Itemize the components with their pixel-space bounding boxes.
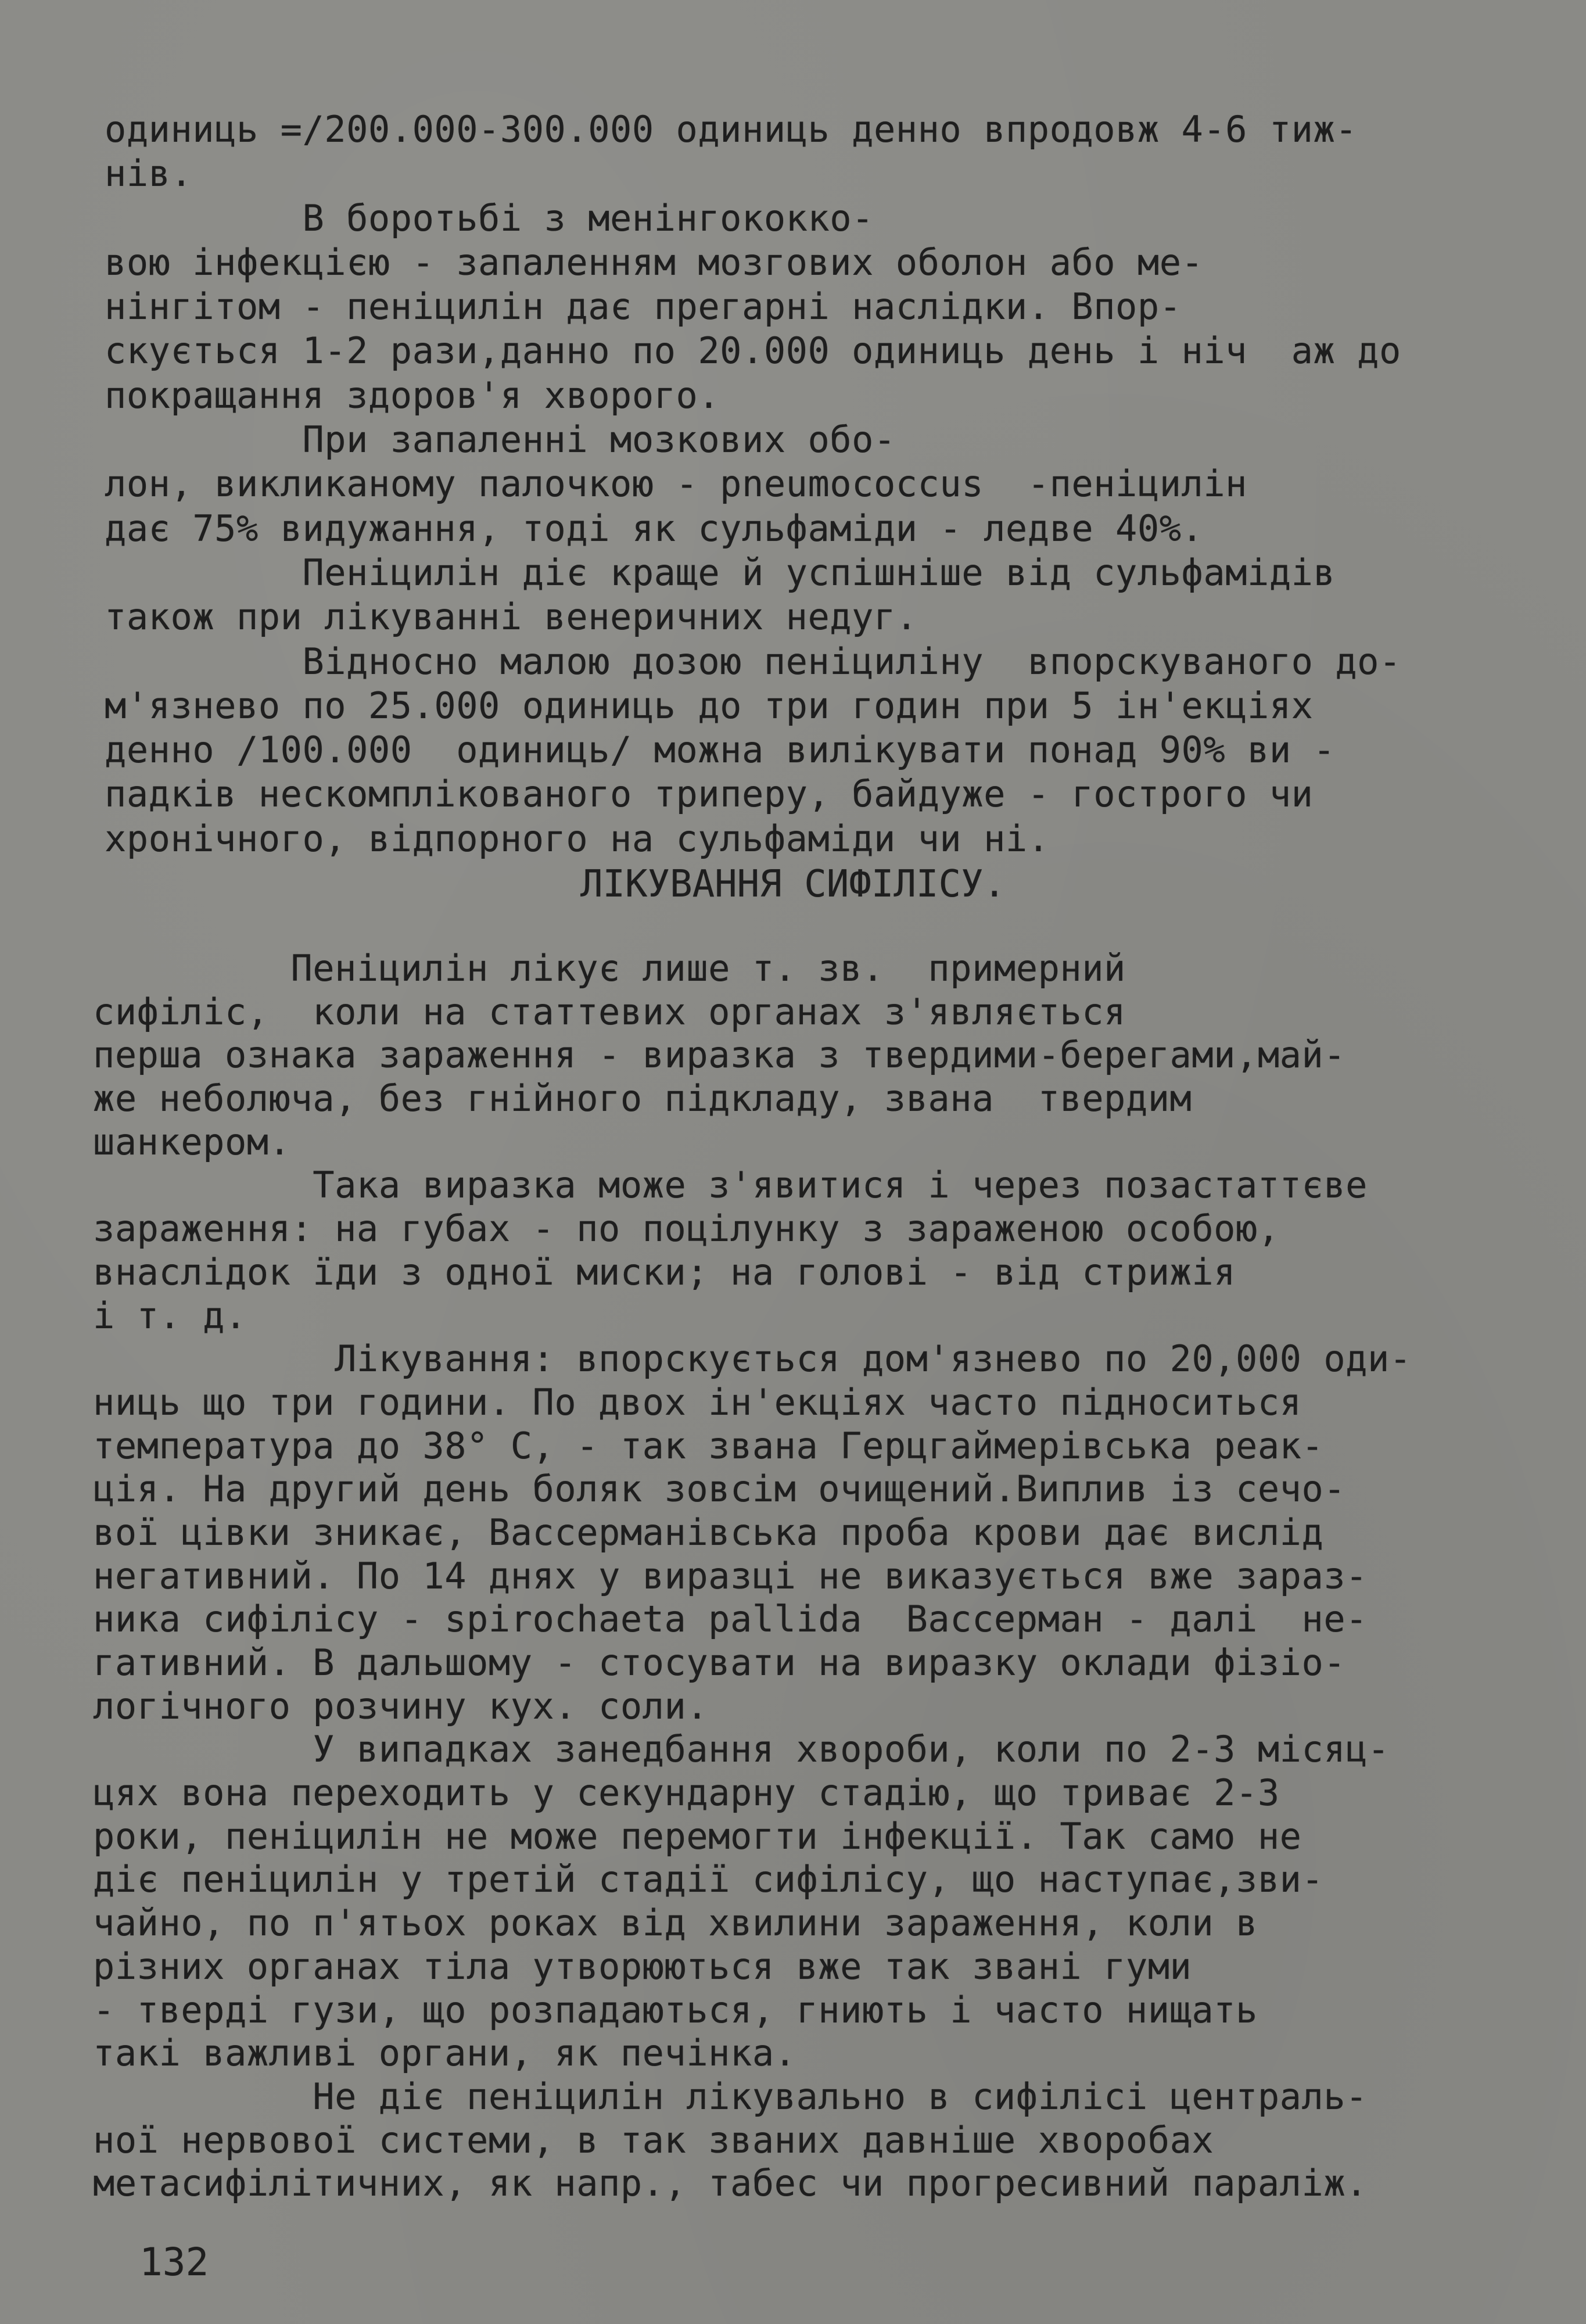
text-line: У випадках занедбання хвороби, коли по 2-3 місяц-: [93, 1728, 1390, 1771]
text-line: і т. д.: [93, 1294, 247, 1337]
text-line: - тверді гузи, що розпадаються, гниють і часто нищать: [93, 1988, 1258, 2031]
text-line: Пеніцилін діє краще й успішніше від сульфамідів: [105, 551, 1336, 594]
text-line: зараження: на губах - по поцілунку з зараженою особою,: [93, 1207, 1280, 1250]
section-heading: ЛІКУВАННЯ СИФІЛІСУ.: [580, 863, 1006, 906]
text-line: Відносно малою дозою пеніциліну впорскуваного до-: [105, 640, 1401, 683]
text-line: Лікування: впорскується дом'язнево по 20,000 оди-: [93, 1337, 1412, 1380]
text-line: метасифілітичних, як напр., табес чи прогресивний параліж.: [93, 2162, 1368, 2205]
text-line: нів.: [105, 152, 193, 195]
text-line: м'язнево по 25.000 одиниць до три годин при 5 ін'екціях: [105, 684, 1314, 727]
section-syphilis-text: [93, 947, 1557, 2205]
text-line: падків нескомплікованого триперу, байдуже - гострого чи: [105, 773, 1314, 816]
text-line: логічного розчину кух. соли.: [93, 1684, 709, 1727]
text-line: Така виразка може з'явитися і через позастаттєве: [93, 1164, 1368, 1207]
text-line: же неболюча, без гнійного підкладу, звана твердим: [93, 1077, 1192, 1120]
text-line: перша ознака зараження - виразка з твердими-берегами,май-: [93, 1034, 1346, 1077]
text-line: вою інфекцією - запаленням мозгових оболон або ме-: [105, 241, 1204, 284]
text-line: внаслідок їди з одної миски; на голові - від стрижія: [93, 1250, 1236, 1293]
text-line: ника сифілісу - spirochaeta pallida Вассерман - далі не-: [93, 1598, 1368, 1641]
text-line: денно /100.000 одиниць/ можна вилікувати понад 90% ви -: [105, 729, 1336, 772]
text-line: покращання здоров'я хворого.: [105, 374, 720, 417]
text-line: Не діє пеніцилін лікувально в сифілісі централь-: [93, 2075, 1368, 2118]
text-line: роки, пеніцилін не може перемогти інфекції. Так само не: [93, 1814, 1302, 1857]
text-line: хронічного, відпорного на сульфаміди чи ні.: [105, 817, 1050, 860]
text-line: В боротьбі з менінгококко-: [105, 196, 874, 239]
text-line: негативний. По 14 днях у виразці не виказується вже зараз-: [93, 1554, 1368, 1597]
text-line: скується 1-2 рази,данно по 20.000 одиниць день і ніч аж до: [105, 329, 1401, 372]
text-line: шанкером.: [93, 1120, 291, 1163]
text-line: одиниць =/200.000-300.000 одиниць денно впродовж 4-6 тиж-: [105, 108, 1358, 150]
text-line: Пеніцилін лікує лише т. зв. примерний: [93, 947, 1126, 989]
text-line: також при лікуванні венеричних недуг.: [105, 596, 918, 639]
text-line: сифіліс, коли на статтевих органах з'являється: [93, 990, 1126, 1033]
section-meningitis-text: [105, 107, 1557, 861]
text-line: діє пеніцилін у третій стадії сифілісу, що наступає,зви-: [93, 1858, 1324, 1901]
text-line: ція. На другий день боляк зовсім очищений.Виплив із сечо-: [93, 1468, 1346, 1511]
text-line: При запаленні мозкових обо-: [105, 418, 896, 461]
text-line: чайно, по п'ятьох роках від хвилини зараження, коли в: [93, 1902, 1258, 1945]
text-line: нінгітом - пеніцилін дає прегарні наслідки. Впор-: [105, 285, 1182, 328]
page-number: 132: [139, 2240, 209, 2284]
text-line: лон, викликаному палочкою - pneumococcus -пеніцилін: [105, 462, 1248, 505]
text-line: температура до 38° С, - так звана Герцгаймерівська реак-: [93, 1424, 1324, 1467]
text-line: дає 75% видужання, тоді як сульфаміди - ледве 40%.: [105, 507, 1204, 550]
text-line: ної нервової системи, в так званих давніше хворобах: [93, 2118, 1214, 2161]
section-heading-wrap: [0, 863, 1586, 906]
text-line: ниць що три години. По двох ін'екціях часто підноситься: [93, 1380, 1302, 1423]
text-line: цях вона переходить у секундарну стадію, що триває 2-3: [93, 1771, 1280, 1814]
text-line: такі важливі органи, як печінка.: [93, 2032, 796, 2075]
text-line: гативний. В дальшому - стосувати на виразку оклади фізіо-: [93, 1641, 1346, 1684]
text-line: вої цівки зникає, Вассерманівська проба крови дає вислід: [93, 1511, 1324, 1554]
text-line: різних органах тіла утворюються вже так звані гуми: [93, 1945, 1192, 1988]
